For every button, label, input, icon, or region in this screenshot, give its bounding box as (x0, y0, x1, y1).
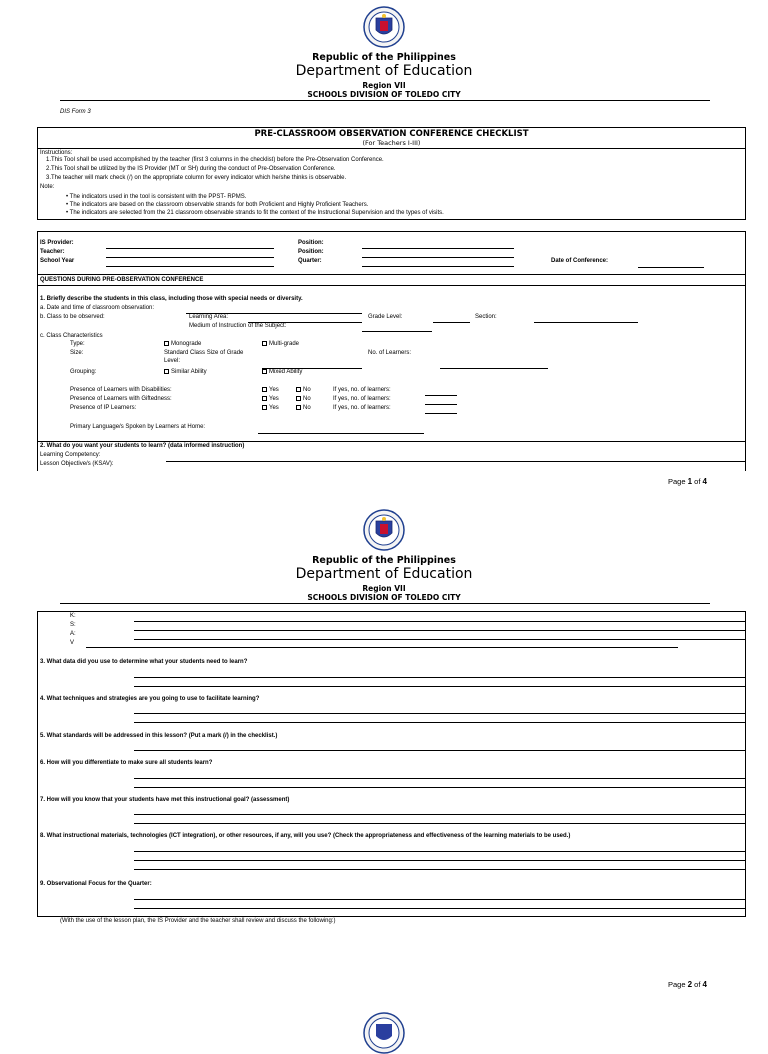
teacher-label: Teacher: (40, 249, 65, 255)
learning-area-label: Learning Area: (189, 314, 229, 320)
grouping-label: Grouping: (70, 369, 97, 375)
question-5: 5. What standards will be addressed in this lesson? (Put a mark (/) in the checklist.) (40, 733, 278, 739)
deped-seal-icon (363, 1012, 405, 1054)
answer-line[interactable] (134, 908, 746, 909)
instruction-item: 3.The teacher will mark check (/) on the appropriate column for every indicator which he/she thinks is observable. (46, 175, 347, 181)
language-field[interactable] (258, 433, 424, 434)
division-heading: SCHOOLS DIVISION OF TOLEDO CITY (307, 593, 461, 602)
a-label: A: (70, 631, 76, 637)
similar-ability-checkbox[interactable]: Similar Ability (164, 369, 207, 375)
answer-line[interactable] (134, 823, 746, 824)
note-item: • The indicators are based on the classroom observable strands for both Proficient and Highly Proficient Teachers. (66, 202, 369, 208)
closing-note: (With the use of the lesson plan, the IS Provider and the teacher shall review and discuss the following:) (60, 918, 336, 924)
questions-header: QUESTIONS DURING PRE-OBSERVATION CONFERENCE (40, 277, 204, 283)
giftedness-no-checkbox[interactable]: No (296, 396, 311, 402)
note-item: • The indicators are selected from the 21 classroom observable strands to fit the context of the Instructional Supervision and the types of visits. (66, 210, 444, 216)
republic-heading: Republic of the Philippines (312, 52, 456, 63)
multigrade-checkbox[interactable]: Multi-grade (262, 341, 299, 347)
competency-field[interactable] (166, 461, 746, 462)
republic-heading: Republic of the Philippines (312, 555, 456, 566)
q1-title: 1. Briefly describe the students in this class, including those with special needs or diversity. (40, 296, 303, 302)
size-label: Size: (70, 350, 84, 356)
s-label: S: (70, 622, 76, 628)
medium-label: Medium of Instruction of the Subject: (189, 323, 287, 329)
quarter-field[interactable] (362, 266, 514, 267)
question-4: 4. What techniques and strategies are you going to use to facilitate learning? (40, 696, 260, 702)
class-characteristics-label: c. Class Characteristics (40, 333, 103, 339)
department-heading: Department of Education (295, 566, 473, 582)
answer-line[interactable] (134, 860, 746, 861)
answer-line[interactable] (134, 677, 746, 678)
form-title: PRE-CLASSROOM OBSERVATION CONFERENCE CHECKLIST (254, 129, 529, 139)
checkbox-icon (262, 405, 267, 410)
instructions-label: Instructions: (40, 150, 73, 156)
ip-learners-label: Presence of IP Learners: (70, 405, 137, 411)
deped-seal-icon (363, 509, 405, 551)
note-label: Note: (40, 184, 55, 190)
answer-line[interactable] (134, 750, 746, 751)
checkbox-icon (164, 369, 169, 374)
answer-line[interactable] (134, 722, 746, 723)
is-provider-field[interactable] (106, 248, 274, 249)
no-learners-field[interactable] (440, 368, 548, 369)
q1-class-label: b. Class to be observed: (40, 314, 105, 320)
question-6: 6. How will you differentiate to make sure all students learn? (40, 760, 213, 766)
disabilities-no-checkbox[interactable]: No (296, 387, 311, 393)
answer-line[interactable] (134, 899, 746, 900)
disabilities-yes-checkbox[interactable]: Yes (262, 387, 279, 393)
section-field[interactable] (534, 322, 638, 323)
ifyes-label: If yes, no. of learners: (333, 387, 391, 393)
v-label: V (70, 640, 75, 646)
question-7: 7. How will you know that your students have met this instructional goal? (assessment) (40, 797, 290, 803)
disabilities-label: Presence of Learners with Disabilities: (70, 387, 172, 393)
question-3: 3. What data did you use to determine what your students need to learn? (40, 659, 248, 665)
ip-yes-checkbox[interactable]: Yes (262, 405, 279, 411)
page-number-1: Page 1 of 4 (668, 477, 707, 486)
q2-title: 2. What do you want your students to learn? (data informed instruction) (40, 443, 245, 449)
ifyes-label: If yes, no. of learners: (333, 405, 391, 411)
department-heading: Department of Education (295, 63, 473, 79)
ip-no-checkbox[interactable]: No (296, 405, 311, 411)
deped-seal-icon (363, 6, 405, 48)
checkbox-icon (164, 341, 169, 346)
answer-line[interactable] (134, 686, 746, 687)
answer-line[interactable] (134, 787, 746, 788)
monograde-checkbox[interactable]: Monograde (164, 341, 201, 347)
level-label: Level: (164, 358, 181, 364)
division-heading: SCHOOLS DIVISION OF TOLEDO CITY (307, 90, 461, 99)
ip-count-field[interactable] (425, 413, 457, 414)
quarter-label: Quarter: (298, 258, 322, 264)
form-subtitle: (For Teachers I-III) (362, 139, 421, 147)
form-code: DIS Form 3 (60, 109, 91, 115)
position-field[interactable] (362, 257, 514, 258)
standard-size-label: Standard Class Size of Grade (164, 350, 244, 356)
k-label: K: (70, 613, 76, 619)
teacher-field[interactable] (106, 257, 274, 258)
checkbox-icon (296, 405, 301, 410)
mixed-ability-checkbox[interactable]: Mixed Ability (262, 369, 302, 375)
date-conference-field[interactable] (638, 267, 704, 268)
s-field[interactable] (134, 630, 746, 631)
type-label: Type: (70, 341, 85, 347)
q1-date-time-label: a. Date and time of classroom observation: (40, 305, 155, 311)
region-heading: Region VII (362, 584, 406, 593)
checkbox-icon (262, 396, 267, 401)
competency-label: Learning Competency: (40, 452, 101, 458)
checkbox-icon (296, 396, 301, 401)
no-learners-label: No. of Learners: (368, 350, 412, 356)
position-field[interactable] (362, 248, 514, 249)
page-number-2: Page 2 of 4 (668, 980, 707, 989)
instruction-item: 2.This Tool shall be utilized by the IS Provider (MT or SH) during the conduct of Pre-Observation Conference. (46, 166, 336, 172)
objectives-label: Lesson Objective/s (KSAV): (40, 461, 114, 467)
checkbox-icon (262, 387, 267, 392)
school-year-field[interactable] (106, 266, 274, 267)
checkbox-icon (262, 369, 267, 374)
giftedness-label: Presence of Learners with Giftedness: (70, 396, 172, 402)
answer-line[interactable] (134, 869, 746, 870)
giftedness-yes-checkbox[interactable]: Yes (262, 396, 279, 402)
answer-line[interactable] (134, 814, 746, 815)
v-field[interactable] (86, 647, 678, 648)
k-field[interactable] (134, 621, 746, 622)
answer-line[interactable] (134, 713, 746, 714)
position-label: Position: (298, 249, 324, 255)
instruction-item: 1.This Tool shall be used accomplished by the teacher (first 3 columns in the checklist) before the Pre-Observation Conference. (46, 157, 384, 163)
medium-field[interactable] (362, 331, 432, 332)
giftedness-count-field[interactable] (425, 404, 457, 405)
section-label: Section: (475, 314, 497, 320)
checkbox-icon (262, 341, 267, 346)
position-label: Position: (298, 240, 324, 246)
grade-level-field[interactable] (433, 322, 470, 323)
answer-line[interactable] (134, 851, 746, 852)
a-field[interactable] (134, 639, 746, 640)
is-provider-label: IS Provider: (40, 240, 74, 246)
note-item: • The indicators used in the tool is consistent with the PPST- RPMS. (66, 194, 247, 200)
disabilities-count-field[interactable] (425, 395, 457, 396)
date-conference-label: Date of Conference: (551, 258, 609, 264)
school-year-label: School Year (40, 258, 75, 264)
header-rule (60, 603, 710, 604)
language-label: Primary Language/s Spoken by Learners at Home: (70, 424, 206, 430)
question-8: 8. What instructional materials, technologies (ICT integration), or other resources, if any, will you use? (Check the appropriateness and effectiveness of the learning materials to be used.) (40, 833, 571, 839)
ifyes-label: If yes, no. of learners: (333, 396, 391, 402)
answer-line[interactable] (134, 778, 746, 779)
header-rule (60, 100, 710, 101)
question-9: 9. Observational Focus for the Quarter: (40, 881, 152, 887)
region-heading: Region VII (362, 81, 406, 90)
checkbox-icon (296, 387, 301, 392)
grade-level-label: Grade Level: (368, 314, 403, 320)
